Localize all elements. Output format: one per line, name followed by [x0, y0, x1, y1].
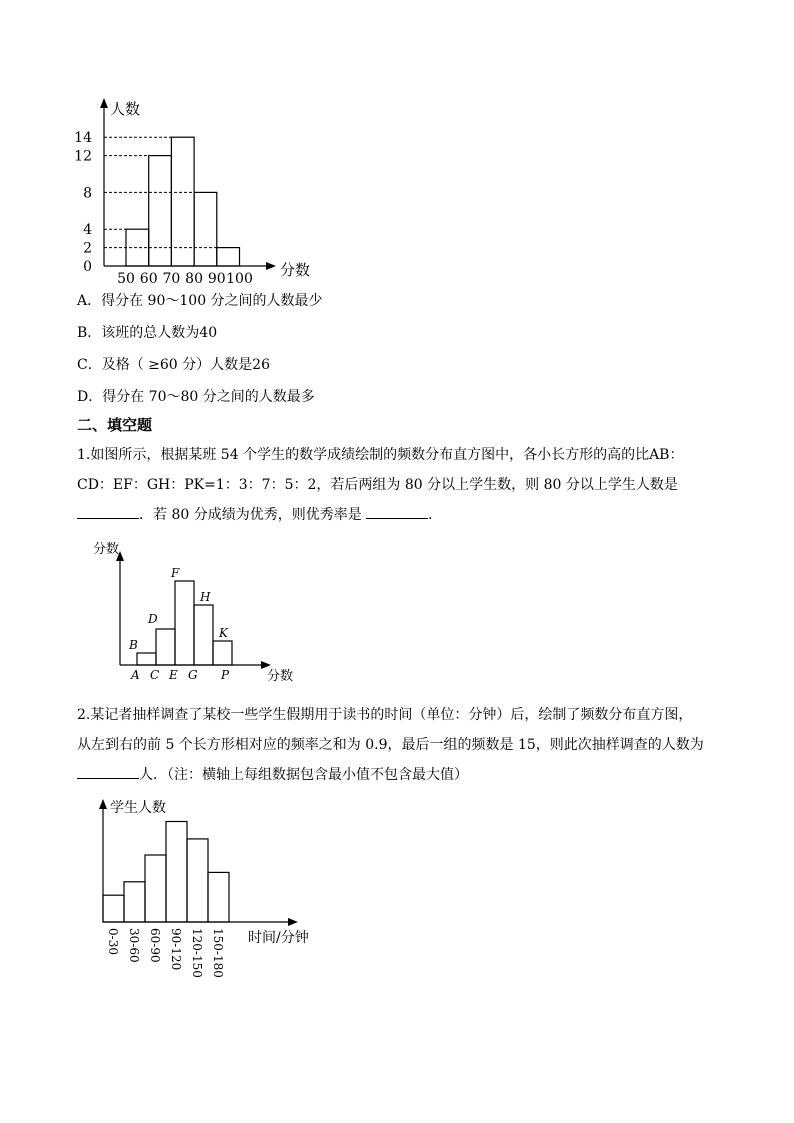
x-axis-arrow	[266, 262, 276, 270]
histogram-bar	[175, 581, 194, 665]
x-axis-arrow	[288, 918, 298, 926]
y-tick-label: 0	[83, 259, 92, 275]
option-d: D．得分在 70～80 分之间的人数最多	[77, 389, 315, 405]
x-tick-label: 50	[117, 271, 135, 287]
histogram-bar	[145, 855, 166, 922]
option-a: A．得分在 90～100 分之间的人数最少	[77, 293, 323, 309]
q2-line-1: 2.某记者抽样调查了某校一些学生假期用于读书的时间（单位：分钟）后，绘制了频数分布直方图，	[77, 707, 693, 723]
y-axis-label: 学生人数	[110, 800, 166, 816]
histogram-bar	[137, 653, 156, 665]
histogram-bar	[217, 248, 240, 266]
score-histogram-chart	[60, 92, 320, 287]
answer-blank-1[interactable]	[77, 504, 139, 519]
y-axis-arrow	[100, 98, 108, 108]
q1-line-3-end: ．	[428, 507, 443, 523]
histogram-bar	[194, 192, 217, 266]
histogram-bar	[187, 839, 208, 922]
bar-top-label: F	[171, 566, 180, 580]
bar-top-label: H	[200, 590, 211, 604]
option-b: B．该班的总人数为40	[77, 325, 218, 341]
section-title: 二、填空题	[77, 416, 153, 434]
histogram-bar	[149, 156, 172, 266]
x-tick-label: 30-60	[127, 928, 141, 963]
histogram-bar	[103, 895, 124, 922]
x-tick-label: 80	[185, 271, 204, 287]
ratio-histogram-chart	[85, 535, 315, 690]
x-tick-label: 90-120	[169, 928, 183, 971]
bar-bottom-label: A	[131, 668, 140, 682]
x-axis-label: 时间/分钟	[248, 930, 309, 946]
y-tick-label: 12	[74, 148, 92, 165]
q1-line-3	[77, 500, 717, 530]
y-axis-label: 分数	[93, 542, 120, 557]
q2-line-2: 从左到右的前 5 个长方形相对应的频率之和为 0.9，最后一组的频数是 15，则此次抽样调查的人数为	[77, 737, 704, 753]
y-axis-label: 人数	[110, 100, 141, 118]
x-tick-label: 100	[226, 271, 253, 287]
histogram-bar	[156, 629, 175, 665]
q2-line-3	[77, 760, 717, 790]
bar-bottom-label: P	[221, 668, 230, 682]
x-tick-label: 60	[139, 271, 158, 287]
histogram-bar	[166, 822, 187, 923]
x-tick-label: 70	[162, 271, 181, 287]
histogram-bar	[213, 641, 232, 665]
bar-bottom-label: G	[188, 668, 198, 682]
histogram-bar	[124, 882, 145, 922]
y-tick-label: 14	[74, 130, 92, 147]
answer-blank-2[interactable]	[366, 504, 428, 519]
x-tick-label: 0-30	[106, 928, 120, 955]
x-axis-label: 分数	[280, 261, 311, 279]
y-axis-arrow	[99, 799, 107, 809]
q2-line-3-text: 人．（注：横轴上每组数据包含最小值不包含最大值）	[139, 767, 468, 783]
option-c: C．及格（ ≥60 分）人数是26	[77, 357, 270, 373]
x-axis-arrow	[261, 661, 271, 669]
y-tick-label: 2	[83, 240, 92, 257]
reading-time-histogram-chart	[90, 792, 330, 984]
bar-bottom-label: E	[169, 668, 178, 682]
histogram-bar	[194, 605, 213, 665]
q1-line-3-mid: ．若 80 分成绩为优秀，则优秀率是	[139, 507, 362, 523]
bar-top-label: B	[129, 638, 138, 652]
q1-line-2: CD：EF：GH：PK=1：3：7：5：2，若后两组为 80 分以上学生数，则 80 分以上学生人数是	[77, 477, 678, 493]
x-tick-label: 150-180	[211, 928, 225, 978]
y-tick-label: 8	[83, 185, 92, 202]
q1-line-1: 1.如图所示，根据某班 54 个学生的数学成绩绘制的频数分布直方图中，各小长方形的高的比AB：	[77, 447, 684, 463]
bar-bottom-label: C	[150, 668, 160, 682]
histogram-bar	[171, 137, 194, 266]
x-axis-label: 分数	[267, 669, 294, 684]
question-1	[77, 440, 717, 530]
bar-top-label: K	[219, 626, 228, 640]
y-tick-label: 4	[83, 222, 92, 239]
question-2	[77, 700, 717, 790]
answer-blank-3[interactable]	[77, 764, 139, 779]
bar-top-label: D	[148, 612, 158, 626]
x-tick-label: 60-90	[148, 928, 162, 963]
x-tick-label: 90	[207, 271, 226, 287]
histogram-bar	[208, 872, 229, 922]
x-tick-label: 120-150	[190, 928, 204, 978]
